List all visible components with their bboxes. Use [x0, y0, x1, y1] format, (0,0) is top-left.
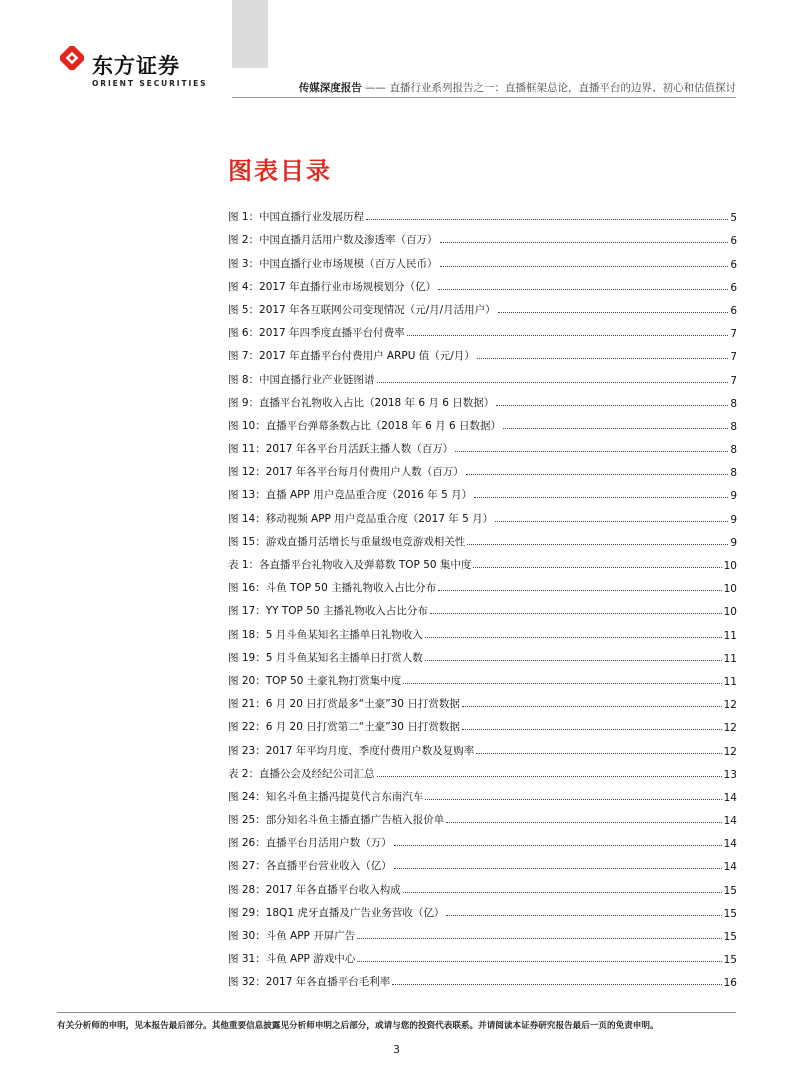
toc-entry-label: 图 26：直播平台月活用户数（万） [228, 837, 392, 850]
header-separator: —— [361, 82, 390, 94]
toc-list [228, 201, 737, 989]
toc-entry-page: 11 [723, 652, 737, 665]
toc-entry-page: 14 [723, 838, 737, 851]
toc-entry-page: 15 [723, 931, 737, 943]
toc-dot-leader [425, 799, 721, 800]
toc-dot-leader [403, 683, 721, 684]
toc-entry-page: 6 [730, 281, 737, 294]
toc-entry-page: 9 [730, 490, 737, 503]
toc-entry-label: 图 29：18Q1 虎牙直播及广告业务营收（亿） [228, 906, 445, 919]
toc-dot-leader [377, 382, 729, 383]
toc-entry-page: 10 [723, 583, 737, 596]
toc-entry[interactable] [228, 456, 737, 479]
toc-entry-page: 15 [723, 954, 737, 967]
toc-entry-label: 表 1：各直播平台礼物收入及弹幕数 TOP 50 集中度 [228, 559, 472, 571]
toc-entry-page: 6 [730, 258, 737, 271]
toc-entry-page: 10 [723, 606, 737, 619]
toc-dot-leader [473, 567, 721, 568]
toc-dot-leader [394, 845, 722, 846]
toc-entry-label: 图 20：TOP 50 土豪礼物打赏集中度 [228, 674, 402, 687]
toc-entry[interactable] [228, 897, 737, 920]
toc-entry-page: 7 [730, 351, 737, 364]
toc-entry[interactable] [228, 294, 737, 317]
toc-entry-label: 图 4：2017 年直播行业市场规模划分（亿） [228, 280, 437, 293]
toc-entry-page: 12 [723, 722, 737, 735]
toc-entry-page: 7 [730, 328, 737, 341]
toc-entry-page: 11 [723, 675, 737, 688]
toc-entry-page: 8 [730, 444, 737, 457]
toc-entry-label: 图 31：斗鱼 APP 游戏中心 [228, 953, 356, 966]
toc-entry-label: 图 19：5 月斗鱼某知名主播单日打赏人数 [228, 651, 423, 664]
toc-entry-label: 图 32：2017 年各直播平台毛利率 [228, 976, 391, 989]
toc-entry[interactable] [228, 224, 737, 247]
toc-entry[interactable] [228, 618, 737, 641]
toc-dot-leader [403, 892, 722, 893]
toc-entry-page: 14 [723, 815, 737, 828]
header-divider [232, 97, 736, 98]
toc-dot-leader [357, 961, 721, 962]
toc-entry-page: 6 [730, 235, 737, 248]
toc-entry[interactable] [228, 804, 737, 827]
toc-dot-leader [438, 289, 728, 290]
toc-dot-leader [425, 637, 722, 638]
toc-entry[interactable] [228, 549, 737, 572]
toc-dot-leader [498, 312, 729, 313]
toc-entry-label: 图 2：中国直播月活用户数及渗透率（百万） [228, 234, 438, 247]
toc-entry-page: 8 [730, 397, 737, 410]
toc-entry-page: 16 [723, 977, 737, 990]
toc-entry-label: 图 23：2017 年平均月度、季度付费用户数及复购率 [228, 744, 475, 757]
toc-entry[interactable] [228, 271, 737, 294]
toc-entry-label: 图 25：部分知名斗鱼主播直播广告植入报价单 [228, 814, 445, 827]
toc-dot-leader [392, 984, 721, 985]
toc-entry[interactable] [228, 433, 737, 456]
toc-entry[interactable] [228, 387, 737, 410]
toc-dot-leader [462, 706, 722, 707]
toc-dot-leader [366, 219, 728, 220]
toc-dot-leader [425, 660, 722, 661]
toc-entry-label: 图 9：直播平台礼物收入占比（2018 年 6 月 6 日数据） [228, 396, 495, 409]
footer-divider [57, 1012, 736, 1013]
toc-entry-label: 图 18：5 月斗鱼某知名主播单日礼物收入 [228, 628, 423, 641]
toc-entry-label: 图 3：中国直播行业市场规模（百万人民币） [228, 257, 438, 270]
toc-entry-label: 图 24：知名斗鱼主播冯提莫代言东南汽车 [228, 790, 424, 803]
toc-entry[interactable] [228, 943, 737, 966]
toc-entry-label: 图 17：YY TOP 50 主播礼物收入占比分布 [228, 605, 428, 618]
page-number: 3 [393, 1043, 400, 1056]
report-header [299, 80, 736, 95]
toc-dot-leader [430, 613, 722, 614]
toc-entry-page: 9 [730, 536, 737, 549]
toc-entry[interactable] [228, 758, 737, 781]
toc-entry-page: 12 [723, 699, 737, 712]
toc-entry-page: 13 [723, 768, 737, 781]
toc-entry[interactable] [228, 247, 737, 270]
toc-entry[interactable] [228, 920, 737, 943]
toc-entry-page: 15 [723, 884, 737, 897]
toc-entry-label: 图 16：斗鱼 TOP 50 主播礼物收入占比分布 [228, 582, 437, 595]
toc-entry[interactable] [228, 201, 737, 224]
toc-dot-leader [474, 497, 728, 498]
toc-entry[interactable] [228, 363, 737, 386]
toc-entry[interactable] [228, 711, 737, 734]
report-title: 直播行业系列报告之一：直播框架总论，直播平台的边界、初心和估值探讨 [389, 82, 736, 94]
toc-title: 图表目录 [228, 157, 332, 185]
toc-dot-leader [477, 358, 729, 359]
toc-entry[interactable] [228, 502, 737, 525]
toc-entry-page: 15 [723, 907, 737, 920]
toc-entry[interactable] [228, 966, 737, 989]
toc-entry-label: 图 13：直播 APP 用户竞品重合度（2016 年 5 月） [228, 489, 473, 502]
toc-dot-leader [446, 915, 721, 916]
toc-entry-label: 表 2：直播公会及经纪公司汇总 [228, 767, 375, 780]
toc-dot-leader [467, 544, 728, 545]
toc-entry-page: 11 [723, 629, 737, 642]
toc-entry-page: 14 [723, 861, 737, 874]
toc-dot-leader [357, 938, 721, 939]
toc-dot-leader [496, 405, 728, 406]
toc-entry-label: 图 10：直播平台弹幕条数占比（2018 年 6 月 6 日数据） [228, 419, 501, 432]
toc-entry-page: 8 [730, 467, 737, 480]
toc-entry-label: 图 14：移动视频 APP 用户竞品重合度（2017 年 5 月） [228, 512, 494, 525]
toc-dot-leader [446, 822, 721, 823]
toc-entry-label: 图 5：2017 年各互联网公司变现情况（元/月/月活用户） [228, 303, 496, 316]
toc-dot-leader [440, 242, 729, 243]
toc-dot-leader [407, 335, 729, 336]
toc-dot-leader [495, 521, 728, 522]
toc-dot-leader [466, 474, 729, 475]
toc-dot-leader [476, 753, 721, 754]
toc-entry-label: 图 7：2017 年直播平台付费用户 ARPU 值（元/月） [228, 350, 475, 363]
toc-entry[interactable] [228, 827, 737, 850]
toc-entry[interactable] [228, 688, 737, 711]
toc-dot-leader [440, 266, 729, 267]
toc-entry-label: 图 22：6 月 20 日打赏第二“土豪”30 日打赏数据 [228, 721, 460, 734]
toc-entry-page: 14 [723, 791, 737, 804]
toc-entry[interactable] [228, 642, 737, 665]
toc-dot-leader [438, 590, 722, 591]
toc-entry[interactable] [228, 410, 737, 433]
logo-text-cn: 东方证券 [92, 54, 180, 78]
toc-entry-label: 图 12：2017 年各平台每月付费用户人数（百万） [228, 466, 464, 479]
logo-text-en: ORIENT SECURITIES [92, 79, 208, 88]
toc-entry-page: 10 [723, 560, 737, 572]
toc-dot-leader [394, 868, 722, 869]
toc-entry[interactable] [228, 572, 737, 595]
toc-entry-label: 图 27：各直播平台营业收入（亿） [228, 860, 392, 873]
toc-entry[interactable] [228, 340, 737, 363]
toc-entry-page: 12 [723, 745, 737, 758]
toc-dot-leader [503, 428, 728, 429]
toc-entry[interactable] [228, 595, 737, 618]
toc-entry[interactable] [228, 850, 737, 873]
toc-entry-label: 图 21：6 月 20 日打赏最多“土豪”30 日打赏数据 [228, 698, 460, 711]
toc-entry[interactable] [228, 781, 737, 804]
toc-entry-page: 6 [730, 304, 737, 317]
footer-disclaimer: 有关分析师的申明，见本报告最后部分。其他重要信息披露见分析师申明之后部分，或请与您的投资代表联系。并请阅读本证券研究报告最后一页的免责申明。 [57, 1021, 659, 1031]
toc-entry-label: 图 6：2017 年四季度直播平台付费率 [228, 327, 405, 340]
toc-dot-leader [377, 776, 722, 777]
toc-entry[interactable] [228, 479, 737, 502]
toc-entry-page: 5 [730, 212, 737, 225]
toc-entry-label: 图 1：中国直播行业发展历程 [228, 211, 365, 224]
toc-entry[interactable] [228, 526, 737, 549]
toc-entry[interactable] [228, 665, 737, 688]
toc-entry-label: 图 15：游戏直播月活增长与重量级电竞游戏相关性 [228, 535, 466, 548]
toc-entry-page: 9 [730, 513, 737, 526]
toc-entry-label: 图 28：2017 年各直播平台收入构成 [228, 883, 401, 896]
header-decor-bar [232, 0, 268, 68]
toc-entry-label: 图 30：斗鱼 APP 开屏广告 [228, 930, 356, 942]
toc-entry-label: 图 8：中国直播行业产业链图谱 [228, 373, 375, 386]
toc-entry-label: 图 11：2017 年各平台月活跃主播人数（百万） [228, 443, 454, 456]
toc-entry[interactable] [228, 734, 737, 757]
toc-entry-page: 8 [730, 420, 737, 433]
toc-entry[interactable] [228, 873, 737, 896]
toc-dot-leader [455, 451, 728, 452]
report-type: 传媒深度报告 [298, 82, 362, 94]
toc-entry[interactable] [228, 317, 737, 340]
toc-dot-leader [462, 729, 722, 730]
logo-icon [60, 46, 84, 70]
toc-entry-page: 7 [730, 374, 737, 387]
